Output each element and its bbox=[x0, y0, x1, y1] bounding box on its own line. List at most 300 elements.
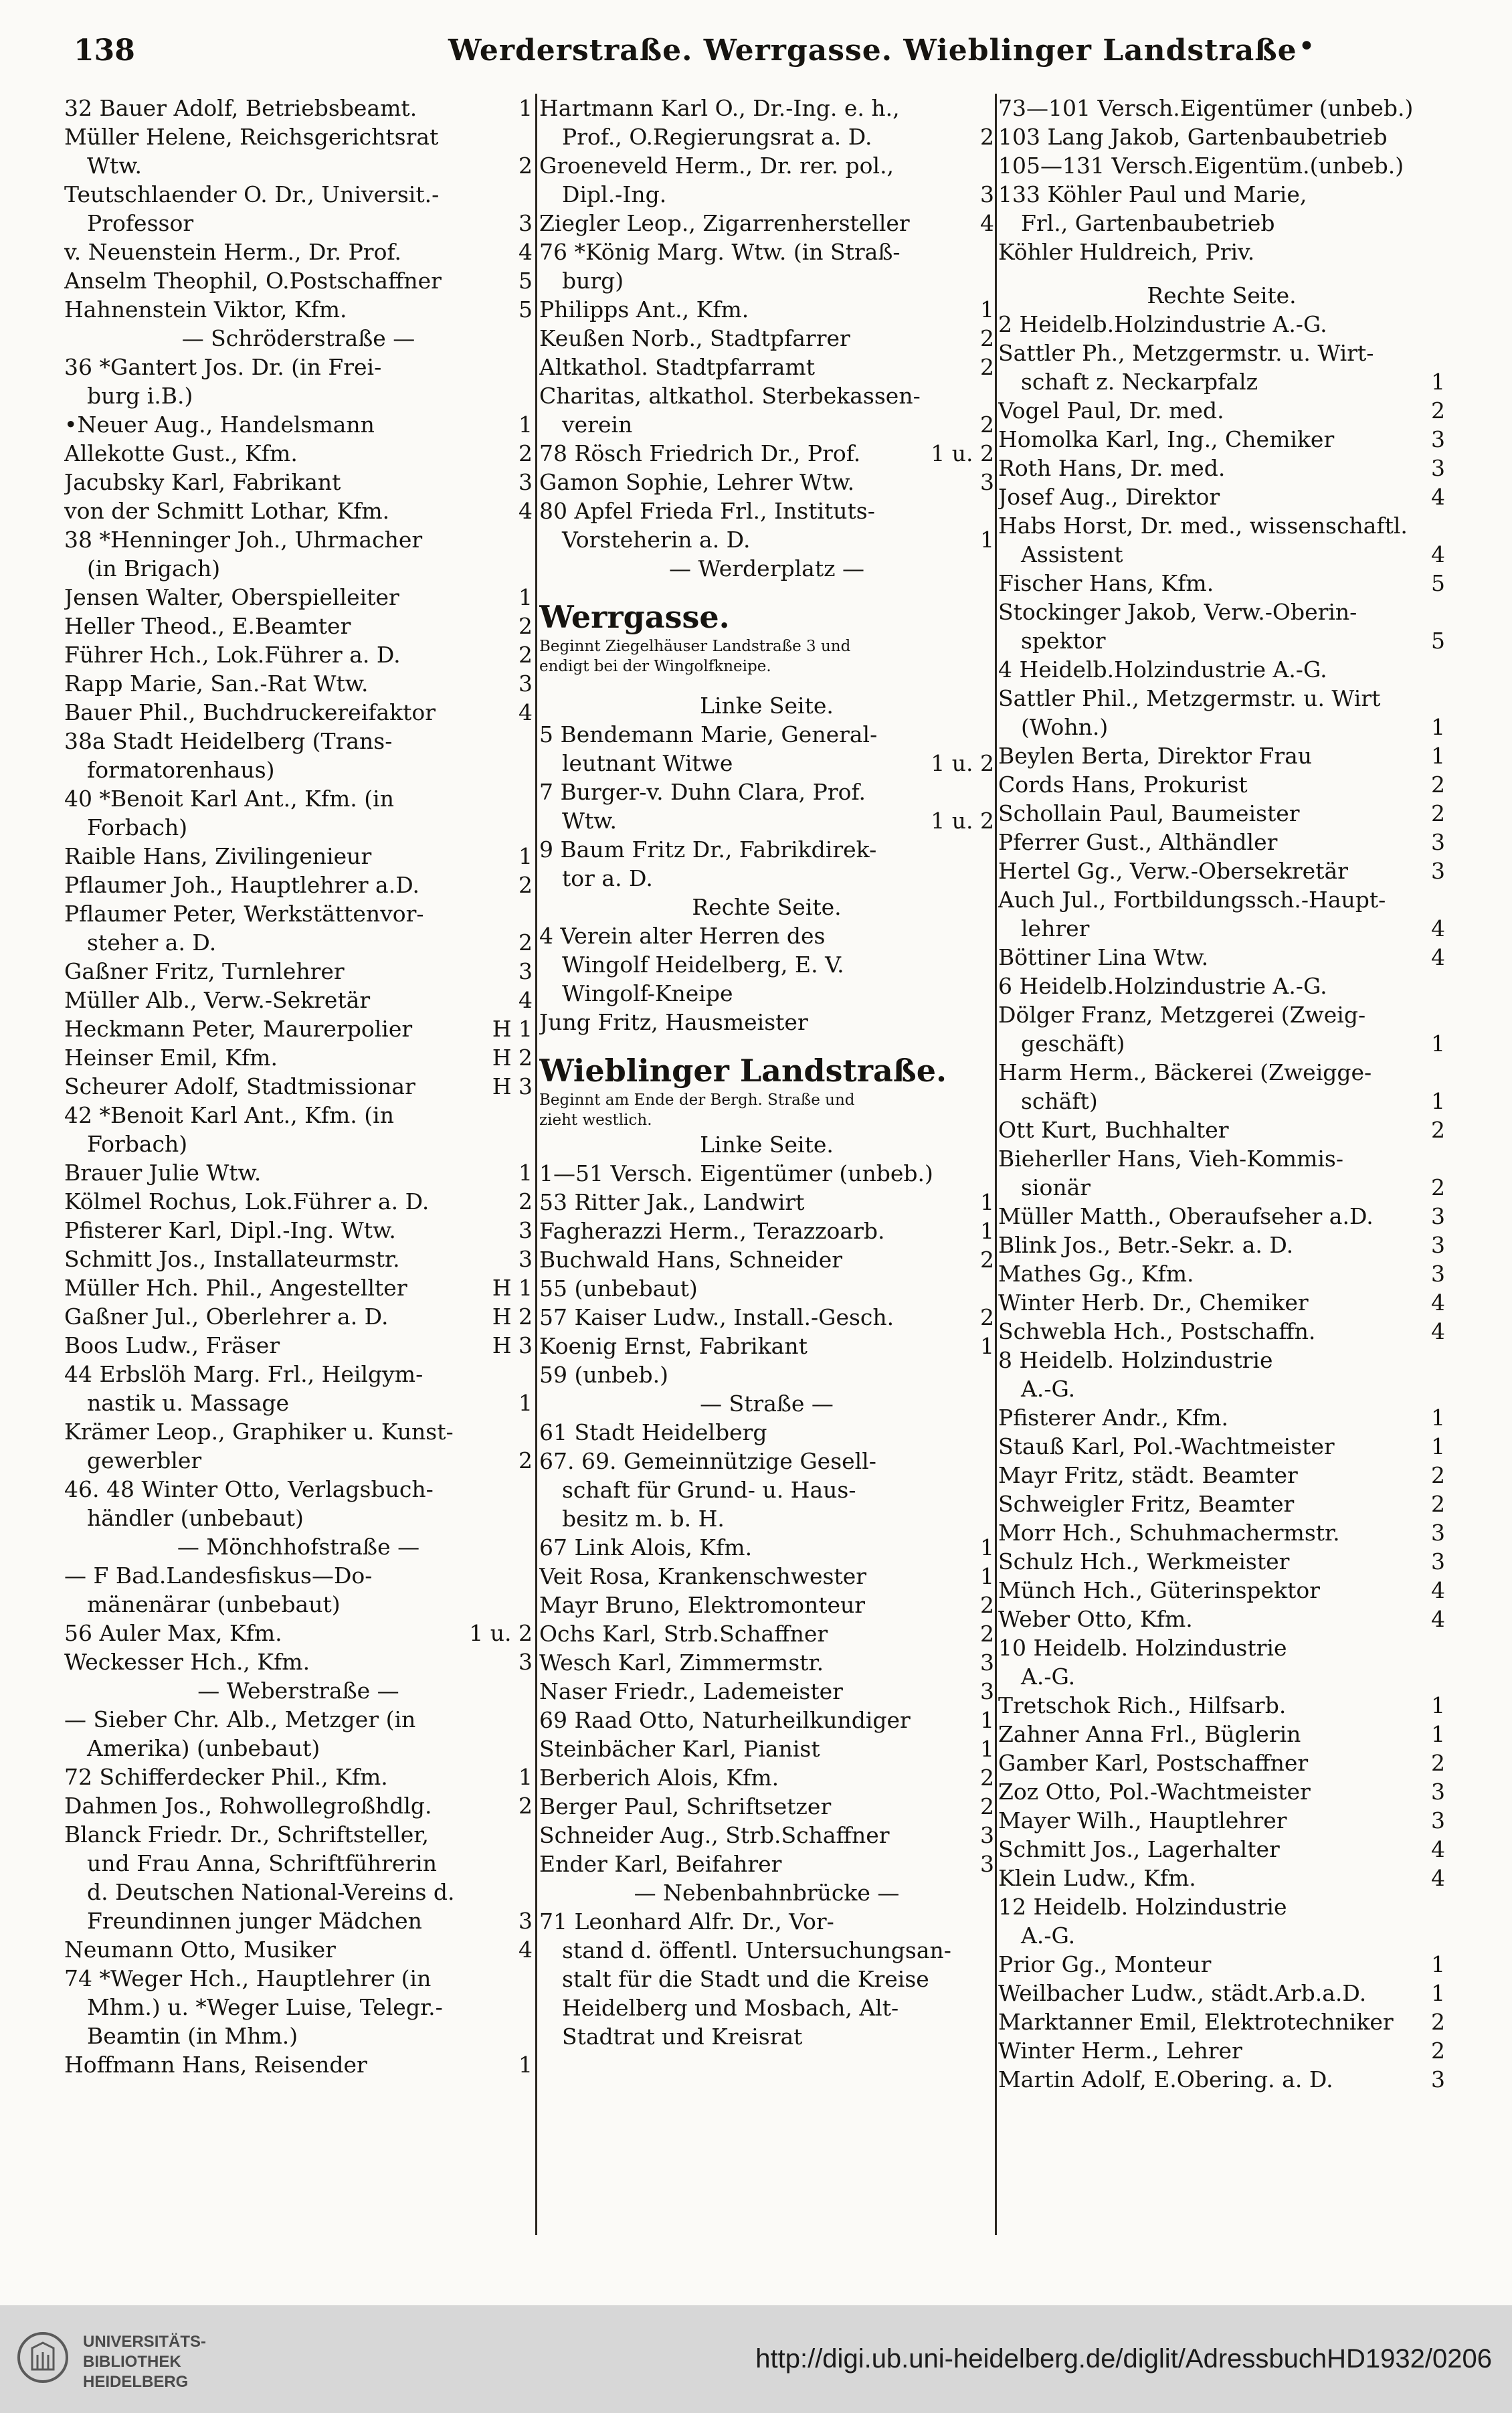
entry-text: d. Deutschen National-Vereins d. bbox=[87, 1879, 455, 1905]
floor-number: 3 bbox=[518, 1908, 533, 1934]
entry-text: von der Schmitt Lothar, Kfm. bbox=[64, 498, 390, 524]
entry-text: 7 Burger-v. Duhn Clara, Prof. bbox=[539, 779, 866, 805]
directory-entry bbox=[64, 583, 533, 612]
entry-text: Buchwald Hans, Schneider bbox=[539, 1247, 843, 1273]
entry-text: Weber Otto, Kfm. bbox=[998, 1606, 1193, 1632]
entry-text: Beginnt Ziegelhäuser Landstraße 3 und bbox=[539, 638, 851, 655]
entry-text: Fagherazzi Herm., Terazzoarb. bbox=[539, 1218, 885, 1244]
directory-entry bbox=[64, 2050, 533, 2079]
entry-text: Naser Friedr., Lademeister bbox=[539, 1678, 843, 1704]
directory-entry bbox=[539, 1562, 994, 1591]
entry-text: Müller Helene, Reichsgerichtsrat bbox=[64, 124, 439, 150]
directory-entry bbox=[998, 569, 1445, 598]
directory-entry bbox=[64, 1446, 533, 1475]
floor-number: 2 bbox=[980, 354, 994, 380]
directory-entry bbox=[64, 727, 533, 755]
floor-number: H 1 bbox=[492, 1016, 533, 1042]
floor-number: 3 bbox=[980, 1678, 994, 1704]
floor-number: 1 bbox=[518, 1160, 533, 1186]
floor-number: 1 bbox=[518, 843, 533, 869]
directory-entry bbox=[998, 1288, 1445, 1317]
entry-text: Beginnt am Ende der Bergh. Straße und bbox=[539, 1091, 855, 1109]
entry-text: 71 Leonhard Alfr. Dr., Vor- bbox=[539, 1908, 834, 1935]
entry-text: Zahner Anna Frl., Büglerin bbox=[998, 1721, 1301, 1747]
entry-text: Müller Alb., Verw.-Sekretär bbox=[64, 987, 371, 1013]
directory-entry bbox=[539, 1648, 994, 1677]
directory-entry bbox=[539, 1008, 994, 1037]
entry-text: Wingolf Heidelberg, E. V. bbox=[562, 952, 844, 978]
entry-text: leutnant Witwe bbox=[562, 750, 733, 776]
directory-entry bbox=[998, 1576, 1445, 1605]
entry-text: Pfisterer Andr., Kfm. bbox=[998, 1405, 1228, 1431]
floor-number: 4 bbox=[1431, 484, 1445, 510]
entry-text: 46. 48 Winter Otto, Verlagsbuch- bbox=[64, 1476, 434, 1502]
directory-entry bbox=[539, 1037, 994, 1051]
directory-entry bbox=[64, 813, 533, 842]
directory-entry bbox=[998, 2007, 1445, 2036]
floor-number: 1 bbox=[1431, 1692, 1445, 1718]
entry-text: Mhm.) u. *Weger Luise, Telegr.- bbox=[87, 1994, 443, 2020]
entry-text: 44 Erbslöh Marg. Frl., Heilgym- bbox=[64, 1361, 423, 1387]
floor-number: 2 bbox=[980, 1247, 994, 1273]
entry-text: Fischer Hans, Kfm. bbox=[998, 570, 1214, 596]
floor-number: 2 bbox=[1431, 1491, 1445, 1517]
directory-entry bbox=[998, 770, 1445, 799]
directory-entry bbox=[998, 943, 1445, 972]
entry-text: Forbach) bbox=[87, 1131, 188, 1157]
directory-entry bbox=[539, 1763, 994, 1792]
directory-entry bbox=[539, 1907, 994, 1936]
entry-text: steher a. D. bbox=[87, 929, 217, 956]
directory-entry bbox=[998, 454, 1445, 482]
floor-number: 3 bbox=[1431, 1807, 1445, 1834]
entry-text: Prior Gg., Monteur bbox=[998, 1951, 1212, 1977]
directory-entry bbox=[998, 1374, 1445, 1403]
entry-text: 38a Stadt Heidelberg (Trans- bbox=[64, 728, 393, 754]
directory-entry bbox=[539, 2022, 994, 2051]
entry-text: 32 Bauer Adolf, Betriebsbeamt. bbox=[64, 95, 417, 121]
floor-number: 1 bbox=[980, 1736, 994, 1762]
entry-text: Stadtrat und Kreisrat bbox=[562, 2024, 803, 2050]
directory-entry bbox=[64, 1590, 533, 1619]
entry-text: Rechte Seite. bbox=[1147, 282, 1297, 308]
floor-number: 3 bbox=[980, 1822, 994, 1848]
floor-number: H 2 bbox=[492, 1304, 533, 1330]
floor-number: 2 bbox=[518, 929, 533, 956]
entry-text: Ziegler Leop., Zigarrenhersteller bbox=[539, 210, 910, 236]
directory-entry bbox=[64, 1475, 533, 1504]
entry-text: Müller Matth., Oberaufseher a.D. bbox=[998, 1203, 1374, 1229]
floor-number: 3 bbox=[518, 671, 533, 697]
directory-entry bbox=[998, 1087, 1445, 1115]
entry-text: Führer Hch., Lok.Führer a. D. bbox=[64, 642, 401, 668]
directory-entry bbox=[539, 180, 994, 209]
entry-text: Sattler Ph., Metzgermstr. u. Wirt- bbox=[998, 340, 1374, 366]
directory-entry bbox=[64, 1791, 533, 1820]
floor-number: 3 bbox=[518, 1217, 533, 1243]
column-divider bbox=[535, 94, 537, 2235]
directory-entry bbox=[998, 1691, 1445, 1720]
entry-text: Rechte Seite. bbox=[692, 894, 842, 920]
entry-text: Keußen Norb., Stadtpfarrer bbox=[539, 325, 850, 351]
floor-number: 1 bbox=[1431, 714, 1445, 740]
floor-number: 1 u. 2 bbox=[931, 440, 994, 466]
entry-text: Stauß Karl, Pol.-Wachtmeister bbox=[998, 1433, 1335, 1459]
directory-entry bbox=[998, 1432, 1445, 1461]
subheading bbox=[998, 281, 1445, 310]
directory-column-3 bbox=[998, 94, 1445, 2094]
directory-entry bbox=[64, 94, 533, 122]
entry-text: Neumann Otto, Musiker bbox=[64, 1937, 336, 1963]
entry-text: geschäft) bbox=[1021, 1031, 1125, 1057]
floor-number: 3 bbox=[980, 469, 994, 495]
floor-number: 3 bbox=[1431, 1203, 1445, 1229]
entry-text: Pfisterer Karl, Dipl.-Ing. Wtw. bbox=[64, 1217, 396, 1243]
directory-entry bbox=[998, 1231, 1445, 1259]
entry-text: nastik u. Massage bbox=[87, 1390, 290, 1416]
directory-entry bbox=[539, 677, 994, 691]
entry-text: Klein Ludw., Kfm. bbox=[998, 1865, 1196, 1891]
floor-number: 1 bbox=[1431, 1951, 1445, 1977]
directory-entry bbox=[998, 799, 1445, 828]
entry-text: 55 (unbebaut) bbox=[539, 1275, 698, 1302]
entry-text: Assistent bbox=[1021, 541, 1123, 567]
entry-text: Mathes Gg., Kfm. bbox=[998, 1261, 1194, 1287]
entry-text: Münch Hch., Güterinspektor bbox=[998, 1577, 1320, 1603]
entry-text: •Neuer Aug., Handelsmann bbox=[64, 412, 375, 438]
directory-entry bbox=[64, 1072, 533, 1101]
entry-text: Scheurer Adolf, Stadtmissionar bbox=[64, 1073, 415, 1099]
entry-text: 53 Ritter Jak., Landwirt bbox=[539, 1189, 805, 1215]
directory-entry bbox=[64, 381, 533, 410]
directory-entry bbox=[539, 1188, 994, 1217]
source-url-link[interactable]: http://digi.ub.uni-heidelberg.de/diglit/AdressbuchHD1932/0206 bbox=[755, 2344, 1492, 2374]
entry-text: — Werderplatz — bbox=[669, 555, 864, 582]
floor-number: 1 bbox=[518, 95, 533, 121]
entry-text: Frl., Gartenbaubetrieb bbox=[1021, 210, 1275, 236]
floor-number: 1 bbox=[518, 2052, 533, 2078]
entry-text: Schmitt Jos., Installateurmstr. bbox=[64, 1246, 400, 1272]
directory-entry bbox=[998, 1777, 1445, 1806]
entry-text: Heckmann Peter, Maurerpolier bbox=[64, 1016, 413, 1042]
directory-entry bbox=[64, 525, 533, 554]
floor-number: 2 bbox=[980, 1793, 994, 1819]
floor-number: 2 bbox=[1431, 397, 1445, 424]
entry-text: schaft für Grund- u. Haus- bbox=[562, 1477, 856, 1503]
entry-text: Ender Karl, Beifahrer bbox=[539, 1851, 782, 1877]
directory-column-1 bbox=[64, 94, 533, 2079]
directory-entry bbox=[64, 266, 533, 295]
directory-entry bbox=[998, 914, 1445, 943]
directory-entry bbox=[64, 151, 533, 180]
floor-number: 2 bbox=[1431, 1174, 1445, 1200]
floor-number: 4 bbox=[518, 987, 533, 1013]
floor-number: 3 bbox=[1431, 1232, 1445, 1258]
directory-entry bbox=[998, 367, 1445, 396]
entry-text: 4 Heidelb.Holzindustrie A.-G. bbox=[998, 656, 1327, 683]
directory-entry bbox=[64, 1014, 533, 1043]
directory-entry bbox=[64, 1130, 533, 1158]
directory-entry bbox=[64, 353, 533, 381]
entry-text: Altkathol. Stadtpfarramt bbox=[539, 354, 815, 380]
directory-entry bbox=[998, 2036, 1445, 2065]
entry-text: Brauer Julie Wtw. bbox=[64, 1160, 262, 1186]
floor-number: 3 bbox=[1431, 455, 1445, 481]
entry-text: Heller Theod., E.Beamter bbox=[64, 613, 351, 639]
entry-text: Philipps Ant., Kfm. bbox=[539, 296, 749, 323]
directory-entry bbox=[64, 1964, 533, 1993]
directory-entry bbox=[539, 636, 994, 656]
floor-number: 3 bbox=[1431, 426, 1445, 452]
floor-number: 3 bbox=[1431, 829, 1445, 855]
floor-number: 1 bbox=[1431, 1721, 1445, 1747]
floor-number: 3 bbox=[1431, 1779, 1445, 1805]
directory-entry bbox=[998, 713, 1445, 741]
entry-text: 67. 69. Gemeinnützige Gesell- bbox=[539, 1448, 876, 1474]
directory-entry bbox=[64, 238, 533, 266]
subheading bbox=[539, 554, 994, 583]
entry-text: Roth Hans, Dr. med. bbox=[998, 455, 1226, 481]
directory-entry bbox=[539, 1533, 994, 1562]
directory-entry bbox=[998, 684, 1445, 713]
directory-entry bbox=[539, 1110, 994, 1130]
entry-text: 36 *Gantert Jos. Dr. (in Frei- bbox=[64, 354, 382, 380]
entry-text: 78 Rösch Friedrich Dr., Prof. bbox=[539, 440, 861, 466]
entry-text: 72 Schifferdecker Phil., Kfm. bbox=[64, 1764, 388, 1790]
directory-entry bbox=[998, 828, 1445, 857]
floor-number: 2 bbox=[518, 1793, 533, 1819]
entry-text: Schweigler Fritz, Beamter bbox=[998, 1491, 1295, 1517]
entry-text: 67 Link Alois, Kfm. bbox=[539, 1534, 753, 1560]
directory-entry bbox=[539, 497, 994, 525]
entry-text: Hahnenstein Viktor, Kfm. bbox=[64, 296, 347, 323]
entry-text: besitz m. b. H. bbox=[562, 1506, 725, 1532]
directory-entry bbox=[539, 209, 994, 238]
library-logo-icon bbox=[16, 2331, 70, 2384]
directory-entry bbox=[998, 1000, 1445, 1029]
entry-text: (in Brigach) bbox=[87, 555, 221, 582]
directory-entry bbox=[998, 1921, 1445, 1950]
directory-column-2 bbox=[539, 94, 994, 2051]
directory-entry bbox=[998, 598, 1445, 626]
entry-text: Gaßner Jul., Oberlehrer a. D. bbox=[64, 1304, 389, 1330]
directory-entry bbox=[64, 899, 533, 928]
directory-entry bbox=[64, 1705, 533, 1734]
entry-text: Amerika) (unbebaut) bbox=[87, 1735, 320, 1761]
directory-entry bbox=[539, 122, 994, 151]
directory-entry bbox=[64, 1273, 533, 1302]
floor-number: 4 bbox=[518, 239, 533, 265]
floor-number: 3 bbox=[980, 1649, 994, 1676]
floor-number: 2 bbox=[1431, 800, 1445, 826]
floor-number: 2 bbox=[518, 440, 533, 466]
directory-entry bbox=[998, 339, 1445, 367]
floor-number: H 1 bbox=[492, 1275, 533, 1301]
floor-number: 2 bbox=[518, 1447, 533, 1473]
directory-entry bbox=[998, 1115, 1445, 1144]
directory-entry bbox=[998, 511, 1445, 540]
directory-entry bbox=[539, 1303, 994, 1332]
floor-number: 4 bbox=[1431, 1606, 1445, 1632]
entry-text: Gamon Sophie, Lehrer Wtw. bbox=[539, 469, 855, 495]
floor-number: 2 bbox=[1431, 1750, 1445, 1776]
directory-entry bbox=[64, 640, 533, 669]
directory-entry bbox=[998, 741, 1445, 770]
floor-number: 2 bbox=[1431, 2038, 1445, 2064]
directory-entry bbox=[998, 151, 1445, 180]
directory-entry bbox=[998, 180, 1445, 209]
directory-entry bbox=[64, 497, 533, 525]
floor-number: 1 bbox=[518, 1390, 533, 1416]
entry-text: Linke Seite. bbox=[700, 1132, 834, 1158]
directory-entry bbox=[539, 1245, 994, 1274]
floor-number: 2 bbox=[1431, 2009, 1445, 2035]
entry-text: Krämer Leop., Graphiker u. Kunst- bbox=[64, 1419, 454, 1445]
floor-number: 3 bbox=[1431, 1520, 1445, 1546]
running-title: Werderstraße. Werrgasse. Wieblinger Landstraße bbox=[448, 33, 1297, 68]
directory-entry bbox=[64, 468, 533, 497]
entry-text: 42 *Benoit Karl Ant., Kfm. (in bbox=[64, 1102, 394, 1128]
entry-text: — Sieber Chr. Alb., Metzger (in bbox=[64, 1706, 416, 1732]
entry-text: Blink Jos., Betr.-Sekr. a. D. bbox=[998, 1232, 1294, 1258]
section-heading bbox=[539, 598, 994, 636]
floor-number: 4 bbox=[1431, 944, 1445, 970]
directory-entry bbox=[64, 871, 533, 899]
entry-text: Habs Horst, Dr. med., wissenschaftl. bbox=[998, 513, 1408, 539]
entry-text: händler (unbebaut) bbox=[87, 1505, 304, 1531]
directory-entry bbox=[64, 1820, 533, 1849]
floor-number: 2 bbox=[980, 1621, 994, 1647]
entry-text: Hertel Gg., Verw.-Obersekretär bbox=[998, 858, 1348, 884]
directory-entry bbox=[64, 957, 533, 986]
directory-entry bbox=[64, 295, 533, 324]
floor-number: 1 bbox=[980, 1563, 994, 1589]
directory-entry bbox=[998, 238, 1445, 266]
floor-number: 1 bbox=[518, 1764, 533, 1790]
floor-number: 3 bbox=[518, 210, 533, 236]
entry-text: 9 Baum Fritz Dr., Fabrikdirek- bbox=[539, 836, 877, 863]
directory-entry bbox=[539, 1591, 994, 1619]
entry-text: Ott Kurt, Buchhalter bbox=[998, 1117, 1229, 1143]
entry-text: Mayer Wilh., Hauptlehrer bbox=[998, 1807, 1287, 1834]
directory-entry bbox=[998, 1605, 1445, 1633]
entry-text: 57 Kaiser Ludw., Install.-Gesch. bbox=[539, 1304, 894, 1330]
library-name-line: BIBLIOTHEK bbox=[83, 2353, 181, 2371]
entry-text: 8 Heidelb. Holzindustrie bbox=[998, 1347, 1273, 1373]
floor-number: 1 bbox=[980, 1333, 994, 1359]
directory-entry bbox=[539, 1965, 994, 1993]
entry-text: A.-G. bbox=[1021, 1923, 1076, 1949]
floor-number: 2 bbox=[980, 325, 994, 351]
directory-entry bbox=[998, 1346, 1445, 1374]
directory-entry bbox=[998, 972, 1445, 1000]
entry-text: Professor bbox=[87, 210, 194, 236]
entry-text: Winter Herm., Lehrer bbox=[998, 2038, 1242, 2064]
entry-text: 76 *König Marg. Wtw. (in Straß- bbox=[539, 239, 901, 265]
directory-entry bbox=[539, 720, 994, 749]
directory-entry bbox=[998, 1633, 1445, 1662]
entry-text: 61 Stadt Heidelberg bbox=[539, 1419, 767, 1445]
entry-text: Vorsteherin a. D. bbox=[562, 527, 751, 553]
directory-entry bbox=[539, 295, 994, 324]
directory-entry bbox=[998, 2065, 1445, 2094]
entry-text: spektor bbox=[1021, 628, 1106, 654]
floor-number: 3 bbox=[518, 958, 533, 984]
entry-text: verein bbox=[562, 412, 633, 438]
directory-entry bbox=[539, 353, 994, 381]
entry-text: Bauer Phil., Buchdruckereifaktor bbox=[64, 699, 436, 725]
entry-text: — Mönchhofstraße — bbox=[177, 1534, 420, 1560]
entry-text: Charitas, altkathol. Sterbekassen- bbox=[539, 383, 921, 409]
entry-text: 10 Heidelb. Holzindustrie bbox=[998, 1635, 1287, 1661]
floor-number: 2 bbox=[518, 613, 533, 639]
entry-text: gewerbler bbox=[87, 1447, 202, 1473]
section-heading bbox=[539, 1051, 994, 1090]
directory-entry bbox=[64, 669, 533, 698]
entry-text: Schwebla Hch., Postschaffn. bbox=[998, 1318, 1316, 1344]
entry-text: sionär bbox=[1021, 1174, 1091, 1200]
directory-entry bbox=[64, 1245, 533, 1273]
floor-number: 4 bbox=[1431, 541, 1445, 567]
directory-entry bbox=[539, 381, 994, 410]
floor-number: 1 bbox=[1431, 1433, 1445, 1459]
directory-entry bbox=[539, 806, 994, 835]
entry-text: Jung Fritz, Hausmeister bbox=[539, 1009, 808, 1035]
floor-number: 5 bbox=[518, 268, 533, 294]
floor-number: 1 u. 2 bbox=[931, 808, 994, 834]
floor-number: 2 bbox=[980, 1765, 994, 1791]
directory-entry bbox=[539, 1360, 994, 1389]
directory-entry bbox=[998, 1173, 1445, 1202]
entry-text: 6 Heidelb.Holzindustrie A.-G. bbox=[998, 973, 1327, 999]
directory-entry bbox=[998, 209, 1445, 238]
entry-text: Wieblinger Landstraße. bbox=[539, 1053, 947, 1089]
floor-number: 2 bbox=[518, 153, 533, 179]
directory-entry bbox=[64, 1849, 533, 1878]
entry-text: Josef Aug., Direktor bbox=[998, 484, 1220, 510]
directory-entry bbox=[539, 410, 994, 439]
floor-number: 2 bbox=[518, 872, 533, 898]
directory-entry bbox=[539, 950, 994, 979]
directory-entry bbox=[998, 1864, 1445, 1892]
directory-entry bbox=[998, 1461, 1445, 1490]
entry-text: Stockinger Jakob, Verw.-Oberin- bbox=[998, 599, 1357, 625]
floor-number: 1 u. 2 bbox=[931, 750, 994, 776]
floor-number: 4 bbox=[980, 210, 994, 236]
directory-entry bbox=[64, 1187, 533, 1216]
entry-text: mänenärar (unbebaut) bbox=[87, 1591, 341, 1617]
floor-number: 1 bbox=[1431, 1980, 1445, 2006]
directory-entry bbox=[539, 266, 994, 295]
floor-number: 3 bbox=[1431, 2066, 1445, 2092]
entry-text: endigt bei der Wingolfkneipe. bbox=[539, 658, 771, 675]
library-name-line: UNIVERSITÄTS- bbox=[83, 2333, 207, 2351]
entry-text: 69 Raad Otto, Naturheilkundiger bbox=[539, 1707, 911, 1733]
entry-text: Sattler Phil., Metzgermstr. u. Wirt bbox=[998, 685, 1381, 711]
directory-entry bbox=[998, 540, 1445, 569]
entry-text: Boos Ludw., Fräser bbox=[64, 1332, 280, 1358]
entry-text: 2 Heidelb.Holzindustrie A.-G. bbox=[998, 311, 1327, 337]
directory-entry bbox=[998, 857, 1445, 885]
directory-entry bbox=[64, 2022, 533, 2050]
directory-entry bbox=[539, 979, 994, 1008]
directory-entry bbox=[539, 1850, 994, 1878]
entry-text: tor a. D. bbox=[562, 865, 653, 891]
directory-entry bbox=[539, 1159, 994, 1188]
directory-entry bbox=[998, 626, 1445, 655]
page-mark: • bbox=[1298, 29, 1315, 64]
directory-entry bbox=[998, 1403, 1445, 1432]
